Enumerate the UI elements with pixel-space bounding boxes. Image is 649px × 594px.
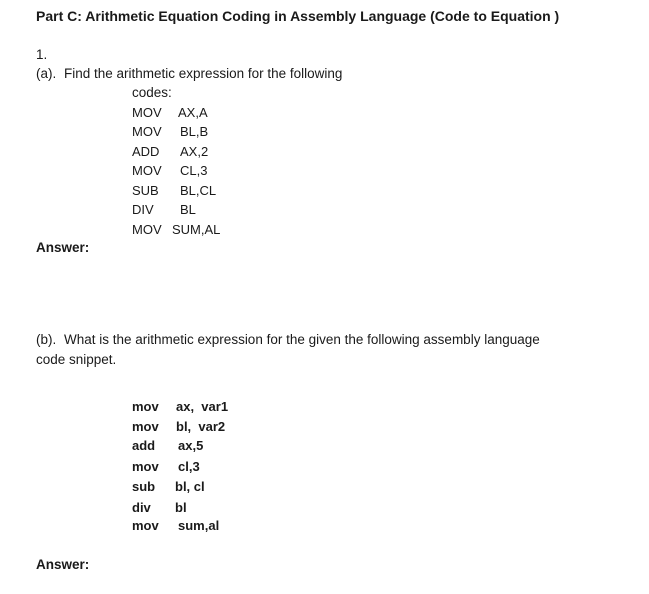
asm-line xyxy=(132,478,205,496)
part-b-question: What is the arithmetic expression for the given the following assembly language xyxy=(64,332,540,347)
code-op: MOV xyxy=(132,105,162,120)
code-line xyxy=(132,201,196,219)
asm-args: ax,5 xyxy=(178,438,204,453)
asm-line xyxy=(132,437,203,455)
code-line xyxy=(132,143,208,161)
asm-line xyxy=(132,418,225,436)
code-op: MOV xyxy=(132,222,162,237)
part-b-label: (b). xyxy=(36,332,57,347)
asm-args: bl xyxy=(175,500,187,515)
asm-line xyxy=(132,398,228,416)
code-op: MOV xyxy=(132,163,162,178)
asm-line xyxy=(132,458,200,476)
answer-label-a: Answer: xyxy=(36,240,90,255)
part-b-question-cont: code snippet. xyxy=(36,352,117,367)
asm-op: mov xyxy=(132,419,159,434)
asm-op: sub xyxy=(132,479,156,494)
question-number: 1. xyxy=(36,47,48,62)
asm-args: bl, var2 xyxy=(176,419,226,434)
code-line xyxy=(132,104,208,122)
answer-label-b: Answer: xyxy=(36,557,90,572)
code-args: CL,3 xyxy=(180,163,208,178)
code-args: BL,B xyxy=(180,124,209,139)
code-line xyxy=(132,221,220,239)
code-op: ADD xyxy=(132,144,160,159)
asm-op: mov xyxy=(132,518,159,533)
code-args: BL xyxy=(180,202,196,217)
code-line xyxy=(132,123,208,141)
asm-op: mov xyxy=(132,459,159,474)
part-a-label: (a). xyxy=(36,66,57,81)
code-args: AX,A xyxy=(178,105,208,120)
code-op: DIV xyxy=(132,202,154,217)
asm-op: div xyxy=(132,500,151,515)
part-a-question: Find the arithmetic expression for the following xyxy=(64,66,343,81)
code-op: MOV xyxy=(132,124,162,139)
codes-label: codes: xyxy=(132,85,172,100)
code-args: SUM,AL xyxy=(172,222,221,237)
code-line xyxy=(132,182,216,200)
code-line xyxy=(132,162,207,180)
code-args: BL,CL xyxy=(180,183,217,198)
code-args: AX,2 xyxy=(180,144,209,159)
page-title: Part C: Arithmetic Equation Coding in Assembly Language (Code to Equation ) xyxy=(36,8,560,24)
asm-line xyxy=(132,499,187,517)
asm-line xyxy=(132,517,219,535)
asm-args: sum,al xyxy=(178,518,220,533)
asm-op: mov xyxy=(132,399,159,414)
asm-op: add xyxy=(132,438,156,453)
asm-args: cl,3 xyxy=(178,459,200,474)
asm-args: ax, var1 xyxy=(176,399,229,414)
asm-args: bl, cl xyxy=(175,479,205,494)
code-op: SUB xyxy=(132,183,159,198)
